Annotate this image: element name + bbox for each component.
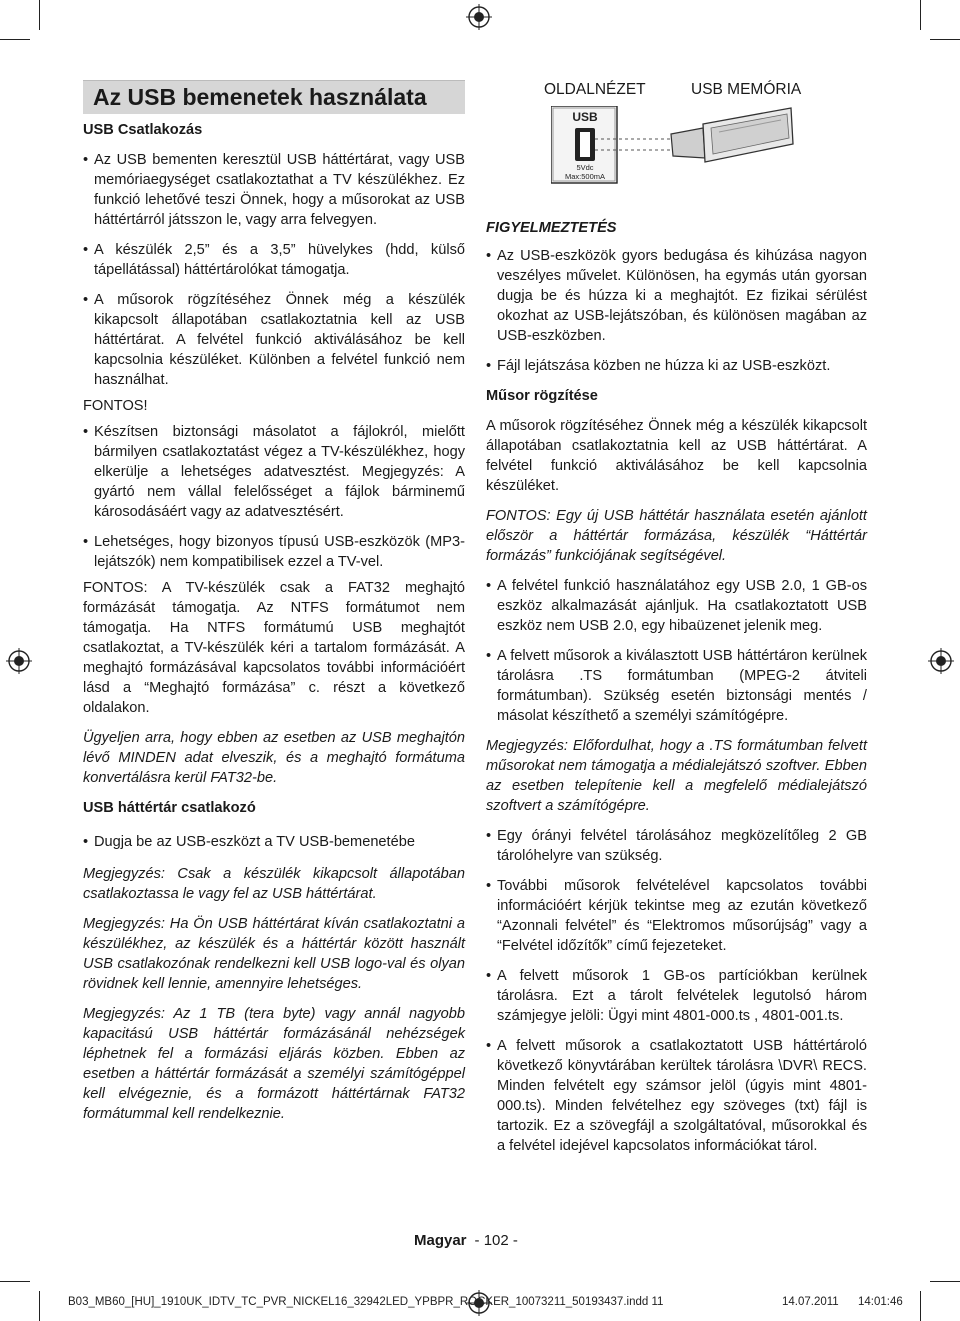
section-title: Az USB bemenetek használata: [83, 80, 465, 114]
language-label: Magyar: [414, 1232, 467, 1249]
list-item: • Az USB bementen keresztül USB háttértárat, vagy USB memóriaegységet csatlakoztathat a TV készülékhez. Ez funkció lehetővé teszi Önnek, hogy a műsorokat az USB háttértárról játsszon le, vagy arra felvegyen.: [83, 150, 465, 230]
crop-mark-bottom-left: [39, 1291, 40, 1321]
crop-mark-bottom-left-h: [0, 1281, 30, 1282]
print-date: 14.07.2011: [782, 1296, 839, 1308]
list-item: • Fájl lejátszása közben ne húzza ki az USB-eszközt.: [486, 356, 867, 376]
usb-storage-list: [83, 832, 465, 852]
usb-port-diagram: [551, 106, 801, 186]
warning-list: [486, 246, 867, 376]
important-label: FONTOS!: [83, 398, 148, 414]
note-2: Megjegyzés: Ha Ön USB háttértárat kíván csatlakoztatni a készülékhez, az készülék és a háttértár között használt USB csatlakozónak rendelkezni kell USB logo-val és olyan rövidnek kell lennie, amennyire lehetséges.: [83, 916, 465, 992]
data-loss-note: Ügyeljen arra, hogy ebben az esetben az USB meghajtón lévő MINDEN adat elveszik, és a meghajtó formátuma konvertálásra kerül FAT32-be.: [83, 730, 465, 786]
important-list: [83, 422, 465, 572]
crop-mark-bottom-right-h: [930, 1281, 960, 1282]
recording-paragraph: A műsorok rögzítéséhez Önnek még a készülék kikapcsolt állapotában csatlakoztatnia kell az USB háttértárat. A felvétel funkció aktiválásához be kell kapcsolnia készüléket.: [486, 418, 867, 494]
list-item: • Egy órányi felvétel tárolásához megközelítőleg 2 GB tárolóhelyre van szükség.: [486, 826, 867, 866]
crop-mark-top-right: [920, 0, 921, 30]
ts-format-note: Megjegyzés: Előfordulhat, hogy a .TS formátumban felvett műsorokat nem támogatja a médialejátszó szoftver. Ebben az esetben telepítenie kell a megfelelő médialejátszó szoftvert a számítógépre.: [486, 738, 867, 814]
crop-mark-top-right-h: [930, 39, 960, 40]
page-footer: [414, 1232, 518, 1249]
print-time: 14:01:46: [858, 1296, 903, 1308]
registration-mark-right-icon: [928, 648, 954, 674]
port-label-text: USB: [572, 110, 598, 124]
usb-stick-icon: [671, 108, 793, 162]
recording-heading: Műsor rögzítése: [486, 388, 598, 404]
usb-storage-connector-heading: USB háttértár csatlakozó: [83, 800, 256, 816]
usb-memory-label: USB MEMÓRIA: [691, 81, 802, 98]
note-3: Megjegyzés: Az 1 TB (tera byte) vagy annál nagyobb kapacitású USB háttértár formázásánál nehézségek léphetnek fel a formázási eljárás közben. Ebben az esetben a háttértár formázását a személyi számítógéppel kell elvégeznie, és a formázott háttértárnak FAT32 formátummal kell rendelkeznie.: [83, 1006, 465, 1122]
list-item: • Dugja be az USB-eszközt a TV USB-bemenetébe: [83, 832, 465, 852]
list-item: • Az USB-eszközök gyors bedugása és kihúzása nagyon veszélyes művelet. Különösen, ha egymás után gyorsan dugja be és húzza ki a meghajtót. Ez fizikai sérülést okozhat az USB-lejátszóban, és különösen magában az USB-eszközben.: [486, 246, 867, 346]
registration-mark-top-icon: [466, 4, 492, 30]
fat32-paragraph: FONTOS: A TV-készülék csak a FAT32 meghajtó formázását támogatja. Az NTFS formátumot nem támogatja. Ha NTFS formátumú USB meghajtót csatlakoztat, a TV-készülék kéri a tartalom formázását. A meghajtó formázásával kapcsolatos további információért lásd a “Meghajtó formázása” c. részt a következő oldalakon.: [83, 580, 465, 716]
list-item: • Készítsen biztonsági másolatot a fájlokról, mielőtt bármilyen csatlakoztatást végez a TV-készülékhez, hogy elkerülje a lehetséges adatvesztést. Megjegyzés: A gyártó nem vállal felelősséget a fájlok bárminemű károsodásáért vagy az adatvesztésért.: [83, 422, 465, 522]
note-1: Megjegyzés: Csak a készülék kikapcsolt állapotában csatlakoztassa le vagy fel az USB háttértárat.: [83, 866, 465, 902]
left-column: [83, 80, 465, 1134]
format-important-note: FONTOS: Egy új USB háttétár használata esetén ajánlott először a háttértár formázása, készülék “Háttértár formázás” funkciójának segítségével.: [486, 508, 867, 564]
list-item: • A felvett műsorok 1 GB-os partíciókban kerülnek tárolásra. Ezt a tárolt felvételek legutolsó három számjegye jelöli: Ügyi mint 4801-000.ts , 4801-001.ts.: [486, 966, 867, 1026]
list-item: • A felvett műsorok a csatlakoztatott USB háttértároló következő könyvtárában kerültek tárolásra \DVR\ RECS. Minden felvételt egy számsor jelöl (úgyis mint 4801-000.ts). Minden felvételhez egy szöveges (txt) fájl is tartozik. Ez a szövegfájl a szolgáltatóval, műsorokkal és a felvétel idejével kapcsolatos információkat tárol.: [486, 1036, 867, 1156]
storage-list: [486, 826, 867, 1156]
print-file-name: B03_MB60_[HU]_1910UK_IDTV_TC_PVR_NICKEL16_32942LED_YPBPR_ROCKER_10073211_50193437.indd 11: [68, 1296, 664, 1308]
rating-voltage: 5Vdc: [576, 163, 594, 172]
right-column: [486, 80, 867, 1166]
usb-figure: [486, 80, 867, 204]
crop-mark-top-left-h: [0, 39, 30, 40]
list-item: • A készülék 2,5” és a 3,5” hüvelykes (hdd, külső tápellátással) háttértárolókat támogatja.: [83, 240, 465, 280]
list-item: • A műsorok rögzítéséhez Önnek még a készülék kikapcsolt állapotában csatlakoztatnia kell az USB háttértárat. A felvétel funkció aktiválásához be kell kapcsolnia készüléket. Különben a felvétel funkció nem használhat.: [83, 290, 465, 390]
list-item: • A felvett műsorok a kiválasztott USB háttértáron kerülnek tárolásra .TS formátumban (MPEG-2 átviteli formátumban). Szükség esetén biztonsági mentés / másolat készíthető a személyi számítógépre.: [486, 646, 867, 726]
usb-connection-heading: USB Csatlakozás: [83, 122, 203, 138]
warning-heading: FIGYELMEZTETÉS: [486, 220, 617, 236]
usb-connection-list: [83, 150, 465, 390]
list-item: • További műsorok felvételével kapcsolatos további információért kérjük tekintse meg az ezután következő “Azonnali felvétel” és “Elektromos műsorújság” vagy a “Felvétel időzítők” című fejezeteket.: [486, 876, 867, 956]
registration-mark-left-icon: [6, 648, 32, 674]
crop-mark-top-left: [39, 0, 40, 30]
recording-list: [486, 576, 867, 726]
list-item: • A felvétel funkció használatához egy USB 2.0, 1 GB-os eszköz alkalmazását ajánljuk. Ha csatlakoztatott USB eszköz nem USB 2.0, egy hibaüzenet jelenik meg.: [486, 576, 867, 636]
rating-current: Max:500mA: [564, 172, 606, 181]
list-item: • Lehetséges, hogy bizonyos típusú USB-eszközök (MP3-lejátszók) nem kompatibilisek ezzel a TV-vel.: [83, 532, 465, 572]
crop-mark-bottom-right: [920, 1291, 921, 1321]
page-number: - 102 -: [474, 1232, 518, 1249]
side-view-label: OLDALNÉZET: [544, 81, 646, 98]
